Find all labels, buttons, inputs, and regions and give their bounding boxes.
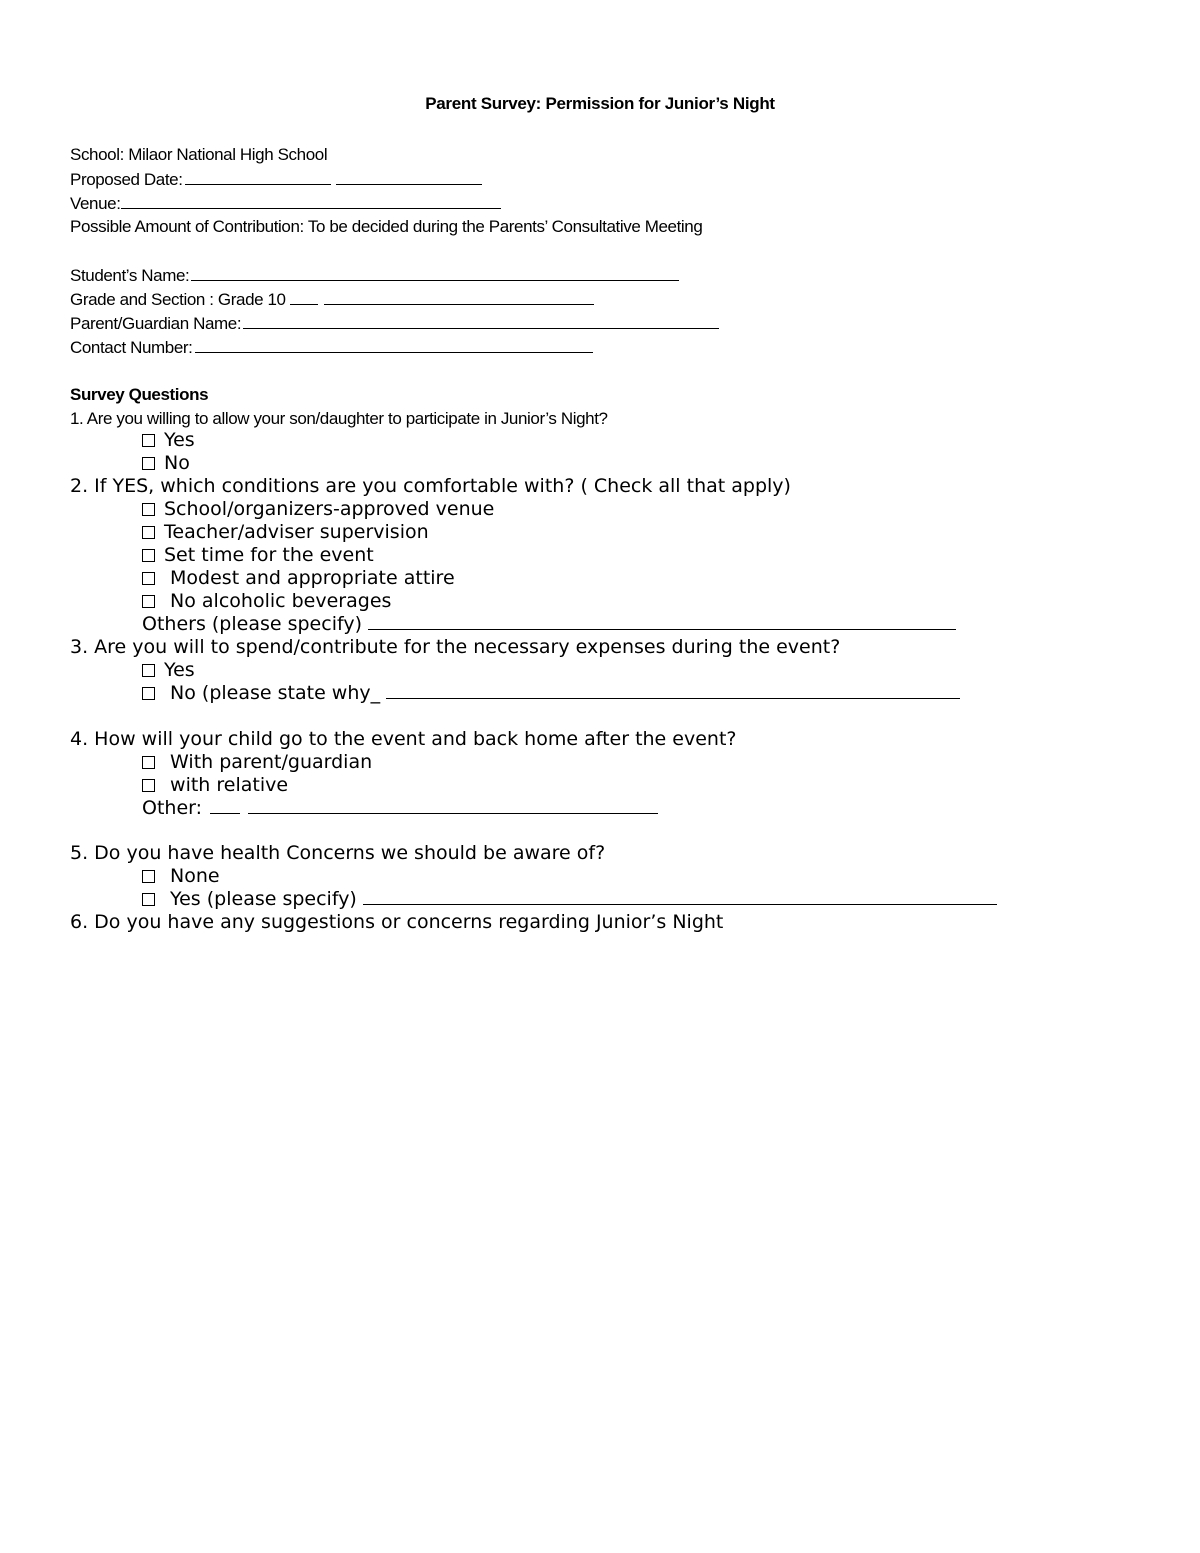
checkbox[interactable] [142, 595, 155, 608]
q3-reason-blank[interactable] [386, 682, 960, 699]
q2-option-venue[interactable]: School/organizers-approved venue [142, 498, 494, 521]
checkbox[interactable] [142, 572, 155, 585]
proposed-date-label: Proposed Date: [70, 170, 183, 189]
question-2: 2. If YES, which conditions are you comfortable with? ( Check all that apply) [70, 475, 791, 497]
contribution-label: Possible Amount of Contribution: To be decided during the Parents’ Consultative Meeting [70, 217, 703, 236]
checkbox[interactable] [142, 457, 155, 470]
proposed-date-blank-1[interactable] [185, 168, 331, 185]
q2-others-line [142, 613, 956, 636]
checkbox[interactable] [142, 434, 155, 447]
contact-number-line [70, 336, 593, 359]
q2-option-supervision[interactable]: Teacher/adviser supervision [142, 521, 429, 544]
parent-name-label: Parent/Guardian Name: [70, 314, 242, 333]
q4-option-parent[interactable]: With parent/guardian [142, 751, 372, 774]
checkbox[interactable] [142, 549, 155, 562]
q5-option-none[interactable]: None [142, 865, 220, 888]
q4-option-relative[interactable]: with relative [142, 774, 288, 797]
student-name-line [70, 264, 679, 287]
grade-section-line [70, 288, 594, 311]
checkbox[interactable] [142, 503, 155, 516]
q4-other-blank-1[interactable] [210, 797, 240, 814]
checkbox[interactable] [142, 779, 155, 792]
contribution-line [70, 216, 702, 238]
q4-other-line [142, 797, 658, 820]
venue-line [70, 192, 501, 215]
parent-name-blank[interactable] [243, 312, 719, 329]
q1-option-yes[interactable]: Yes [142, 429, 195, 452]
parent-name-line [70, 312, 719, 335]
q2-option-attire[interactable]: Modest and appropriate attire [142, 567, 455, 590]
contact-number-label: Contact Number: [70, 338, 193, 357]
q4-other-label: Other: [142, 797, 203, 819]
checkbox[interactable] [142, 893, 155, 906]
proposed-date-line [70, 168, 482, 191]
grade-blank[interactable] [290, 288, 318, 305]
q5-specify-blank[interactable] [363, 888, 997, 905]
checkbox[interactable] [142, 870, 155, 883]
student-name-blank[interactable] [191, 264, 679, 281]
q2-option-set-time[interactable]: Set time for the event [142, 544, 374, 567]
question-4: 4. How will your child go to the event and back home after the event? [70, 728, 737, 750]
school-line [70, 144, 327, 166]
grade-section-label: Grade and Section : Grade 10 [70, 290, 286, 309]
q2-others-blank[interactable] [368, 613, 956, 630]
survey-heading: Survey Questions [70, 385, 209, 404]
q5-option-yes[interactable]: Yes (please specify) [142, 888, 997, 911]
proposed-date-blank-2[interactable] [336, 168, 482, 185]
venue-blank[interactable] [121, 192, 501, 209]
section-blank[interactable] [324, 288, 594, 305]
checkbox[interactable] [142, 756, 155, 769]
school-label: School: Milaor National High School [70, 145, 328, 164]
question-3: 3. Are you will to spend/contribute for the necessary expenses during the event? [70, 636, 841, 658]
q1-option-no[interactable]: No [142, 452, 190, 475]
q3-option-yes[interactable]: Yes [142, 659, 195, 682]
question-6: 6. Do you have any suggestions or concerns regarding Junior’s Night [70, 911, 724, 933]
student-name-label: Student’s Name: [70, 266, 190, 285]
q3-option-no[interactable]: No (please state why_ [142, 682, 960, 705]
checkbox[interactable] [142, 687, 155, 700]
question-5: 5. Do you have health Concerns we should be aware of? [70, 842, 606, 864]
question-1: 1. Are you willing to allow your son/daughter to participate in Junior’s Night? [70, 409, 608, 428]
venue-label: Venue: [70, 194, 121, 213]
contact-number-blank[interactable] [195, 336, 593, 353]
page-title: Parent Survey: Permission for Junior’s Night [425, 94, 775, 113]
q2-others-label: Others (please specify) [142, 613, 362, 635]
checkbox[interactable] [142, 526, 155, 539]
q4-other-blank-2[interactable] [248, 797, 658, 814]
q2-option-no-alcohol[interactable]: No alcoholic beverages [142, 590, 391, 613]
checkbox[interactable] [142, 664, 155, 677]
